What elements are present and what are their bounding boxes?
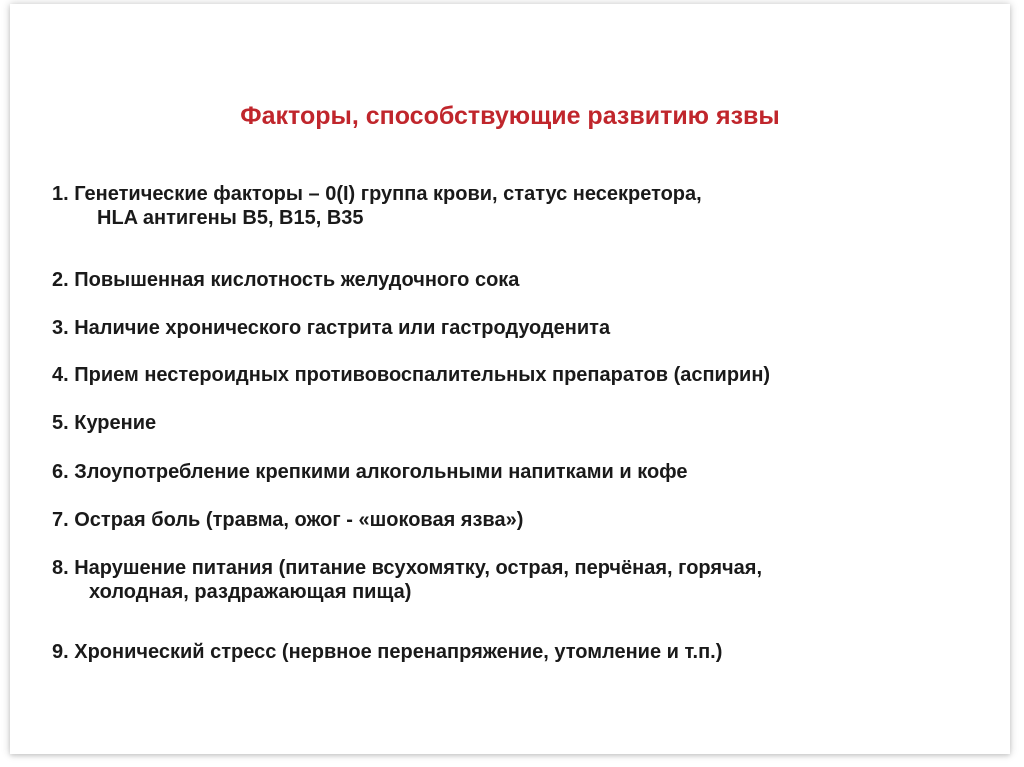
slide-title: Факторы, способствующие развитию язвы [240, 102, 780, 130]
list-item [52, 508, 523, 532]
list-item-line: 9. Хронический стресс (нервное перенапряжение, утомление и т.п.) [52, 641, 723, 663]
list-item-line: 5. Курение [52, 412, 157, 434]
list-item-continuation: HLA антигены B5, B15, B35 [97, 207, 364, 229]
list-item-line: 1. Генетические факторы – 0(I) группа крови, статус несекретора, [52, 183, 702, 205]
list-item-line: 8. Нарушение питания (питание всухомятку, острая, перчёная, горячая, [52, 557, 762, 579]
list-item [52, 556, 762, 604]
list-item [52, 460, 688, 484]
list-item [52, 182, 702, 230]
list-item-continuation: холодная, раздражающая пища) [89, 581, 412, 603]
list-item-line: 2. Повышенная кислотность желудочного сока [52, 269, 520, 291]
list-item-line: 6. Злоупотребление крепкими алкогольными напитками и кофе [52, 461, 688, 483]
list-item-line: 4. Прием нестероидных противовоспалительных препаратов (аспирин) [52, 364, 771, 386]
list-item [52, 640, 722, 664]
list-item [52, 316, 610, 340]
slide [10, 4, 1010, 754]
list-item-line: 3. Наличие хронического гастрита или гастродуоденита [52, 317, 611, 339]
list-item-line: 7. Острая боль (травма, ожог - «шоковая язва») [52, 509, 524, 531]
list-item [52, 411, 156, 435]
list-item [52, 363, 770, 387]
list-item [52, 268, 519, 292]
